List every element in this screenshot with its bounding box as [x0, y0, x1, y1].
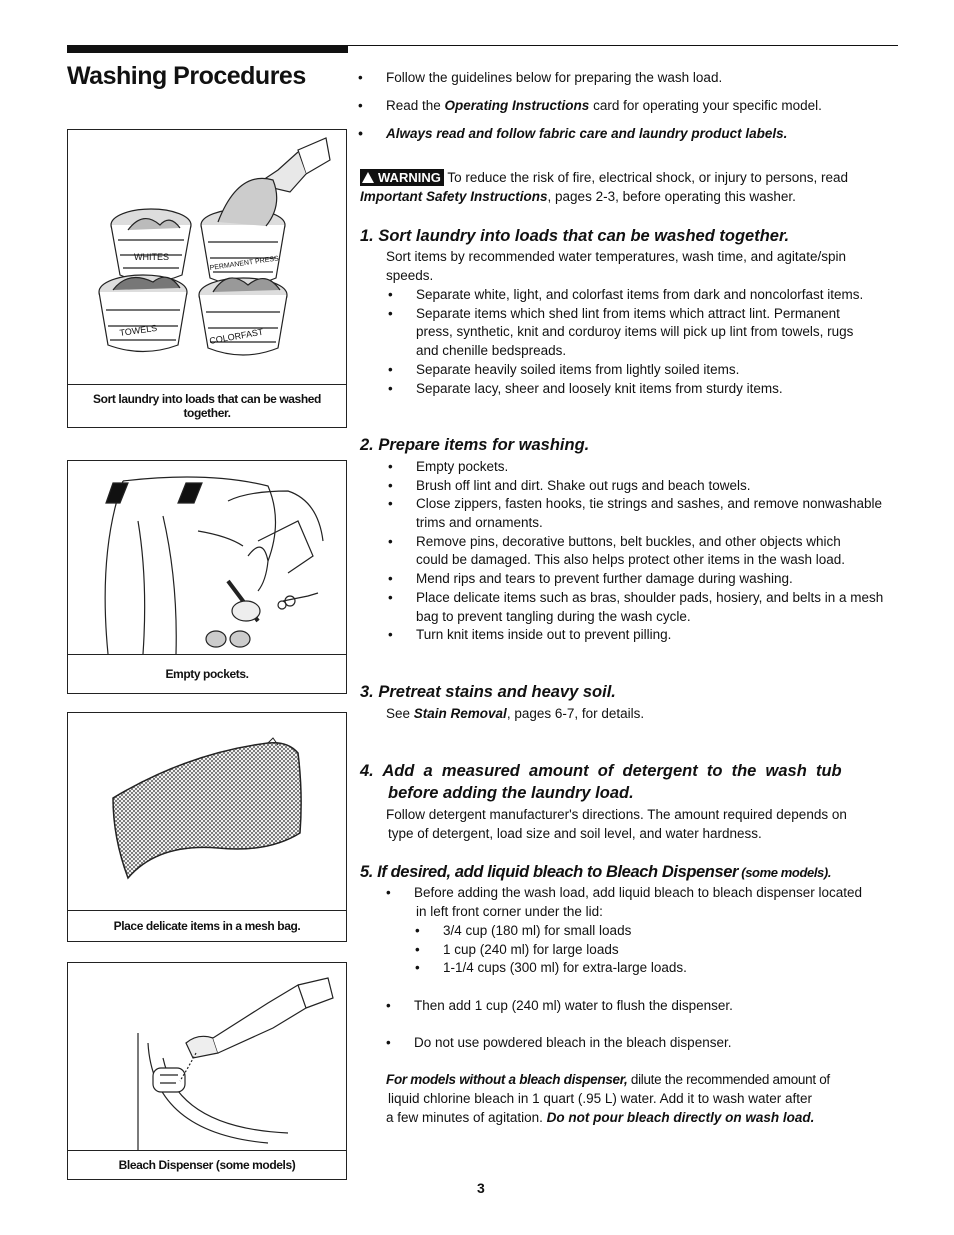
section-4-text-1: Follow detergent manufacturer's directions. The amount required depends on [386, 807, 847, 822]
warning-label-text: WARNING [378, 170, 441, 185]
laundry-baskets-illustration [68, 130, 346, 384]
section-5-note-bold: For models without a bleach dispenser, [386, 1072, 628, 1087]
section-3-heading: 3. Pretreat stains and heavy soil. [360, 683, 616, 701]
section-5-sub-2: • 1 cup (240 ml) for large loads [443, 941, 619, 960]
caption-empty-pockets: Empty pockets. [68, 654, 346, 693]
figure-mesh-bag [67, 712, 347, 942]
section-5-heading-main: 5. If desired, add liquid bleach to Bleach Dispenser [360, 863, 739, 881]
section-5-note-3-pre: a few minutes of agitation. [386, 1110, 547, 1125]
section-4-text-2: type of detergent, load size and soil level, and water hardness. [388, 826, 762, 841]
section-2-bullet-4b: could be damaged. This also helps protect other items in the wash load. [416, 552, 846, 567]
figure-sort-laundry [67, 129, 347, 428]
section-2-bullet-1: • Empty pockets. [416, 458, 508, 477]
warning-bold: Important Safety Instructions [360, 188, 548, 204]
section-2-bullet-4: • Remove pins, decorative buttons, belt buckles, and other objects which [416, 533, 841, 552]
warning-block [360, 169, 905, 206]
section-1-bullet-4: • Separate lacy, sheer and loosely knit items from sturdy items. [416, 380, 783, 399]
section-2-bullet-2: • Brush off lint and dirt. Shake out rugs and beach towels. [416, 477, 750, 496]
label-whites: WHITES [134, 252, 169, 262]
section-1-intro-1: Sort items by recommended water temperatures, wash time, and agitate/spin [386, 249, 846, 264]
header-rule-thick [67, 45, 348, 53]
section-5-bullet-1: • Before adding the wash load, add liquid bleach to bleach dispenser located [414, 884, 862, 903]
section-1-bullet-2: • Separate items which shed lint from items which attract lint. Permanent [416, 305, 840, 324]
section-2-bullet-3b: trims and ornaments. [416, 515, 543, 530]
section-4-heading-1: 4. Add a measured amount of detergent to the wash tub [360, 762, 842, 780]
section-3-post: , pages 6-7, for details. [506, 706, 645, 721]
section-2-bullet-5: • Mend rips and tears to prevent further damage during washing. [416, 570, 793, 589]
intro-bullet-2-bold: Operating Instructions [444, 98, 590, 113]
intro-bullet-2 [386, 97, 822, 116]
section-1-bullet-1: • Separate white, light, and colorfast items from dark and noncolorfast items. [416, 286, 863, 305]
section-5-bullet-1b: in left front corner under the lid: [416, 904, 603, 919]
section-3-bold: Stain Removal [413, 706, 507, 721]
warning-text-2: , pages 2-3, before operating this washer. [547, 188, 796, 204]
label-towels: TOWELS [118, 322, 158, 338]
section-4-heading-2: before adding the laundry load. [388, 784, 634, 802]
section-5-bullet-2: • Then add 1 cup (240 ml) water to flush the dispenser. [414, 997, 733, 1016]
section-1-bullet-3: • Separate heavily soiled items from lightly soiled items. [416, 361, 739, 380]
warning-text-1: To reduce the risk of fire, electrical shock, or injury to persons, read [443, 170, 849, 185]
header-rule-thin [348, 45, 898, 46]
label-permanent-press: PERMANENT PRESS [209, 255, 280, 272]
section-2-bullet-7: • Turn knit items inside out to prevent pilling. [416, 626, 671, 645]
warning-label [360, 169, 444, 186]
warning-triangle-icon [362, 172, 374, 183]
section-5-sub-3: • 1-1/4 cups (300 ml) for extra-large loads. [443, 959, 687, 978]
page-number: 3 [477, 1180, 485, 1196]
section-5-note-1 [386, 1071, 830, 1090]
section-2-bullet-3: • Close zippers, fasten hooks, tie strings and sashes, and remove nonwashable [416, 495, 882, 514]
section-1-bullet-2c: and chenille bedspreads. [416, 343, 567, 358]
pants-pocket-illustration [68, 461, 346, 654]
section-5-note-1-text: dilute the recommended amount of [627, 1072, 830, 1087]
section-5-bullet-3: • Do not use powdered bleach in the bleach dispenser. [414, 1034, 731, 1053]
mesh-bag-illustration [68, 713, 346, 910]
intro-bullet-1: • Follow the guidelines below for preparing the wash load. [386, 69, 722, 88]
caption-mesh-bag: Place delicate items in a mesh bag. [68, 910, 346, 941]
intro-bullet-3: • Always read and follow fabric care and laundry product labels. [386, 125, 787, 144]
page-title: Washing Procedures [67, 62, 306, 90]
section-1-heading: 1. Sort laundry into loads that can be washed together. [360, 227, 790, 245]
caption-sort-laundry: Sort laundry into loads that can be washed together. [68, 384, 346, 427]
section-3-pre: See [386, 706, 414, 721]
figure-bleach-dispenser [67, 962, 347, 1180]
intro-bullet-2-post: card for operating your specific model. [589, 98, 822, 113]
section-1-intro-2: speeds. [386, 268, 434, 283]
section-1-bullet-2b: press, synthetic, knit and corduroy items will pick up lint from towels, rugs [416, 324, 854, 339]
bleach-dispenser-illustration [68, 963, 346, 1150]
intro-bullet-2-pre: Read the [386, 98, 445, 113]
caption-bleach-dispenser: Bleach Dispenser (some models) [68, 1150, 346, 1179]
section-5-note-2: liquid chlorine bleach in 1 quart (.95 L) water. Add it to wash water after [388, 1091, 812, 1106]
section-5-heading [360, 863, 831, 882]
section-5-note-3-bold: Do not pour bleach directly on wash load. [546, 1110, 815, 1125]
section-5-sub-1: • 3/4 cup (180 ml) for small loads [443, 922, 631, 941]
section-2-bullet-6b: bag to prevent tangling during the wash cycle. [416, 609, 691, 624]
figure-empty-pockets [67, 460, 347, 694]
label-colorfast: COLORFAST [208, 326, 265, 346]
section-3-text [386, 705, 644, 724]
section-2-bullet-6: • Place delicate items such as bras, shoulder pads, hosiery, and belts in a mesh [416, 589, 883, 608]
section-2-heading: 2. Prepare items for washing. [360, 436, 590, 454]
section-5-note-3 [386, 1109, 814, 1128]
section-5-heading-small: (some models). [738, 865, 832, 880]
